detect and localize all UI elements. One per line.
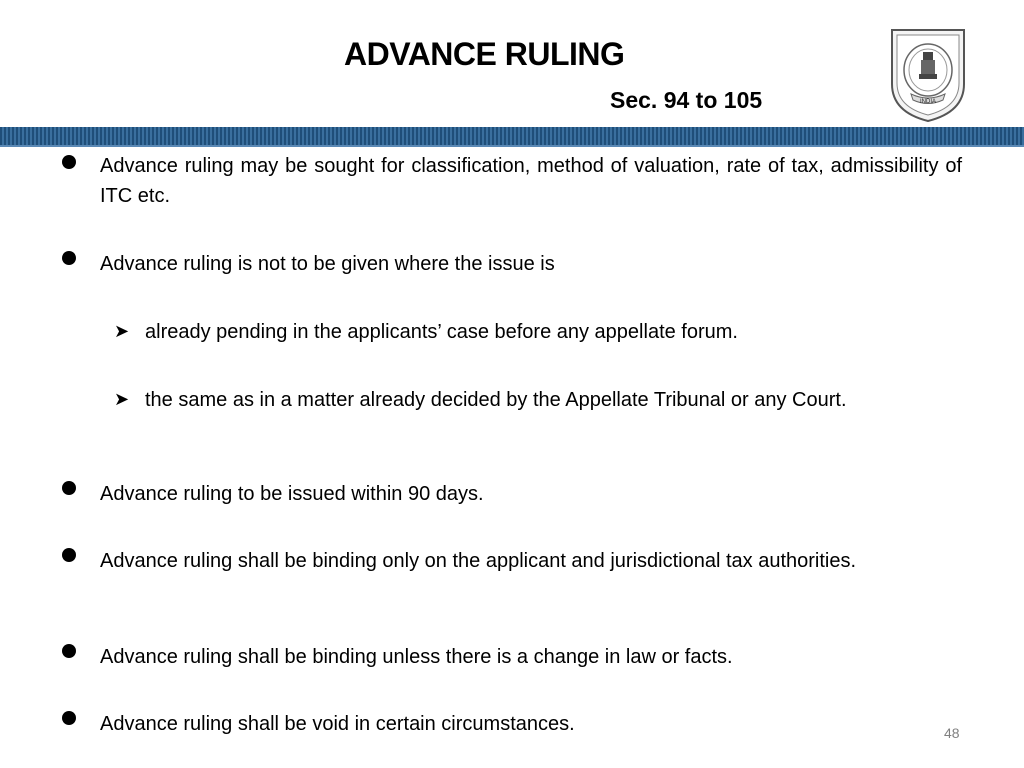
- bullet-dot-icon: [62, 481, 76, 495]
- bullet-item: Advance ruling is not to be given where the issue is: [100, 253, 555, 275]
- header-band-underline: [0, 145, 1024, 147]
- bullet-item: Advance ruling shall be binding only on the applicant and jurisdictional tax authorities.: [100, 550, 857, 572]
- sub-bullet-item: the same as in a matter already decided by the Appellate Tribunal or any Court.: [145, 389, 847, 411]
- bullet-dot-icon: [62, 644, 76, 658]
- arrow-bullet-icon: ➤: [114, 321, 130, 341]
- bullet-dot-icon: [62, 711, 76, 725]
- emblem-logo-icon: [886, 24, 970, 124]
- bullet-item: Advance ruling may be sought for classification, method of valuation, rate of tax, admissibility of ITC etc.: [100, 155, 962, 207]
- bullet-item: Advance ruling to be issued within 90 days.: [100, 483, 484, 505]
- emblem-text: INDIA: [919, 99, 937, 105]
- header-band: [0, 127, 1024, 145]
- bullet-dot-icon: [62, 548, 76, 562]
- bullet-dot-icon: [62, 251, 76, 265]
- slide-title: ADVANCE RULING: [344, 36, 625, 72]
- page-number: 48: [944, 725, 960, 741]
- bullet-item: Advance ruling shall be void in certain circumstances.: [100, 713, 575, 735]
- bullet-dot-icon: [62, 155, 76, 169]
- arrow-bullet-icon: ➤: [114, 389, 130, 409]
- slide-subtitle: Sec. 94 to 105: [610, 87, 763, 113]
- bullet-item: Advance ruling shall be binding unless there is a change in law or facts.: [100, 646, 733, 668]
- sub-bullet-item: already pending in the applicants’ case before any appellate forum.: [145, 321, 738, 343]
